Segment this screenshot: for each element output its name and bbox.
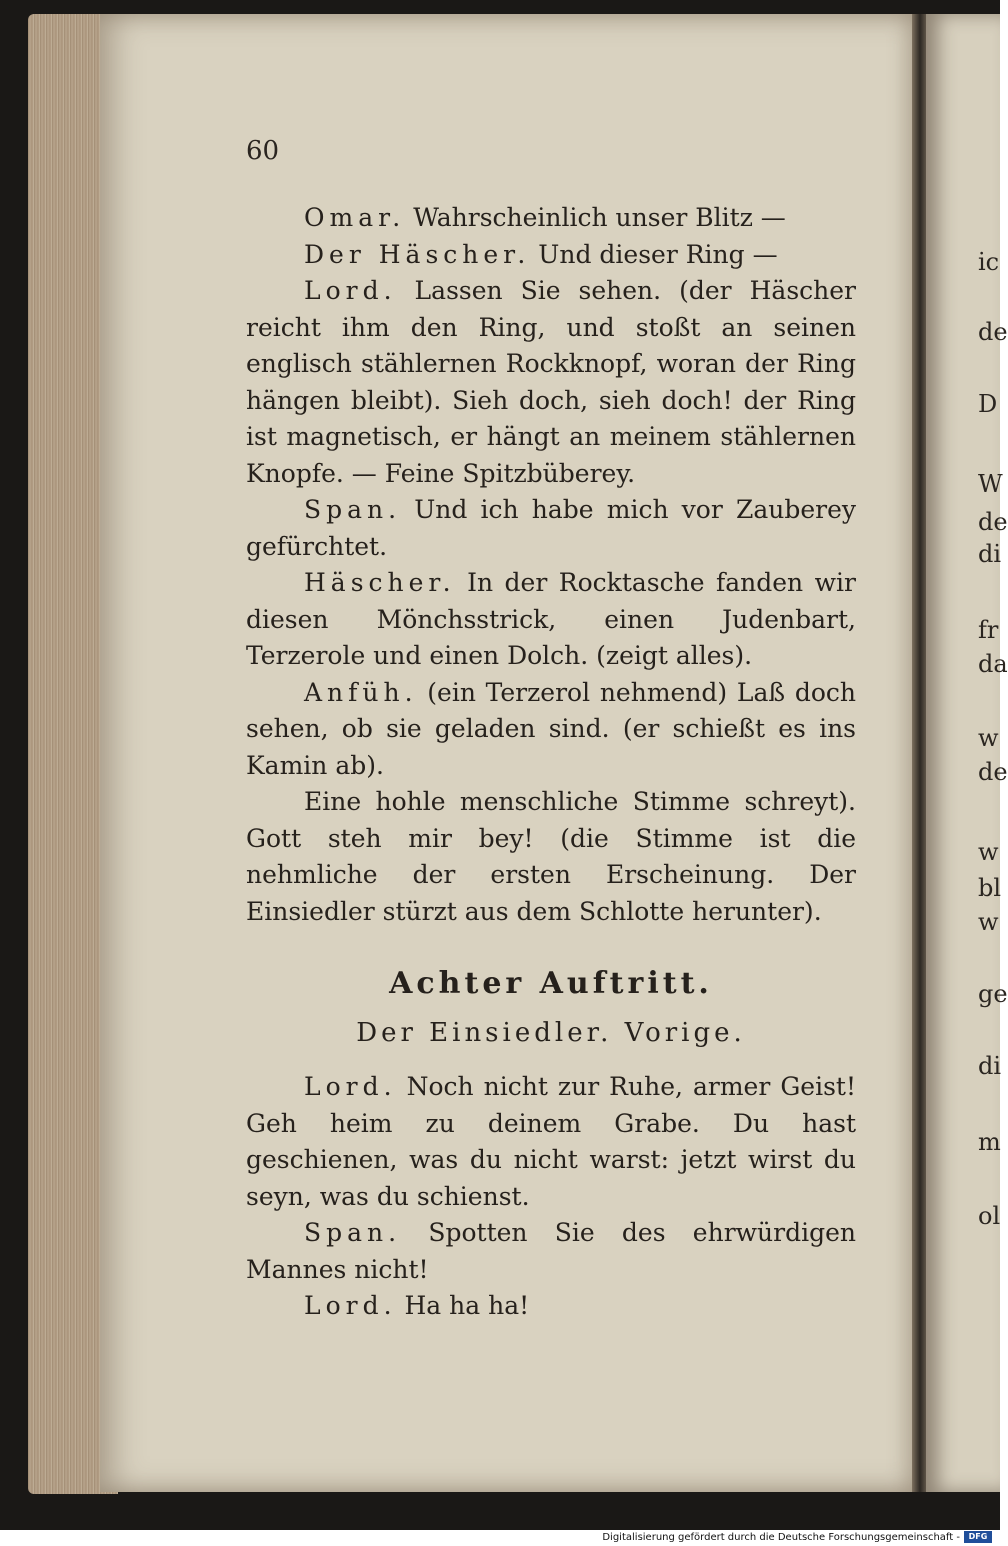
- dialogue-line: [246, 1069, 856, 1215]
- next-page-text: m: [978, 1128, 1001, 1156]
- speaker-name: Anfüh.: [304, 677, 418, 707]
- dialogue-line: [246, 237, 856, 274]
- speaker-name: Lord.: [304, 276, 397, 305]
- next-page-text: w: [978, 838, 999, 866]
- line-text: Wahrscheinlich unser Blitz —: [405, 203, 786, 232]
- next-page-text: de: [978, 318, 1008, 346]
- footer-credit: Digitalisierung gefördert durch die Deutsche Forschungsgemeinschaft -: [602, 1532, 960, 1543]
- next-page-text: ge: [978, 980, 1008, 1008]
- line-text: Lassen Sie sehen. (der Häscher reicht ihm den Ring, und stoßt an seinen englisch stählernen Rockknopf, woran der Ring hängen bleibt). Sieh doch, sieh doch! der Ring ist magnetisch, er hängt an meinem stählernen Knopfe. — Feine Spitzbüberey.: [246, 276, 856, 488]
- scene-characters: Der Einsiedler. Vorige.: [356, 1017, 746, 1048]
- next-page-text: ic: [978, 248, 1000, 276]
- next-page-text: w: [978, 908, 999, 936]
- dialogue-line: [246, 273, 856, 492]
- next-page-text: fr: [978, 616, 999, 644]
- dialogue-line: [246, 492, 856, 565]
- next-page-text: di: [978, 1052, 1002, 1080]
- dialogue-line: [246, 1215, 856, 1288]
- next-page-text: D: [978, 390, 998, 418]
- speaker-name: Lord.: [304, 1291, 397, 1320]
- speaker-name: Omar.: [304, 203, 406, 232]
- line-text: Spotten Sie des ehrwürdigen Mannes nicht!: [246, 1218, 856, 1284]
- line-text: Noch nicht zur Ruhe, armer Geist! Geh heim zu deinem Grabe. Du hast geschienen, was du nicht warst: jetzt wirst du seyn, was du schienst.: [246, 1072, 856, 1211]
- next-page-text: ol: [978, 1202, 1001, 1230]
- page-text: [246, 200, 856, 1325]
- line-text: (ein Terzerol nehmend) Laß doch sehen, ob sie geladen sind. (er schießt es ins Kamin ab).: [246, 677, 856, 780]
- next-page-text: da: [978, 650, 1008, 678]
- speaker-name: Lord.: [304, 1072, 397, 1101]
- speaker-name: Der Häscher.: [304, 239, 531, 269]
- line-text: Eine hohle menschliche Stimme schreyt). Gott steh mir bey! (die Stimme ist die nehmliche der ersten Erscheinung. Der Einsiedler stürzt aus dem Schlotte herunter).: [246, 787, 856, 926]
- speaker-name: Span.: [304, 1218, 402, 1247]
- next-page-fragment: [926, 14, 1008, 1492]
- next-page-text: de: [978, 758, 1008, 786]
- line-text: In der Rocktasche fanden wir diesen Mönchsstrick, einen Judenbart, Terzerole und einen Dolch. (zeigt alles).: [246, 568, 856, 670]
- next-page-text: di: [978, 540, 1002, 568]
- line-text: Ha ha ha!: [396, 1291, 530, 1320]
- stage-direction: [246, 784, 856, 930]
- speaker-name: Häscher.: [304, 568, 456, 597]
- next-page-text: W: [978, 470, 1003, 498]
- page-number: 60: [246, 136, 280, 166]
- dialogue-line: [246, 675, 856, 785]
- dialogue-line: [246, 200, 856, 237]
- speaker-name: Span.: [304, 495, 402, 524]
- line-text: Und ich habe mich vor Zauberey gefürchtet.: [246, 495, 856, 561]
- scene-heading: Achter Auftritt.: [389, 966, 713, 1001]
- dialogue-line: [246, 565, 856, 675]
- next-page-text: bl: [978, 874, 1002, 902]
- next-page-text: w: [978, 724, 999, 752]
- next-page-text: de: [978, 508, 1008, 536]
- dfg-logo: DFG: [964, 1531, 992, 1543]
- dialogue-line: [246, 1288, 856, 1325]
- line-text: Und dieser Ring —: [530, 239, 778, 269]
